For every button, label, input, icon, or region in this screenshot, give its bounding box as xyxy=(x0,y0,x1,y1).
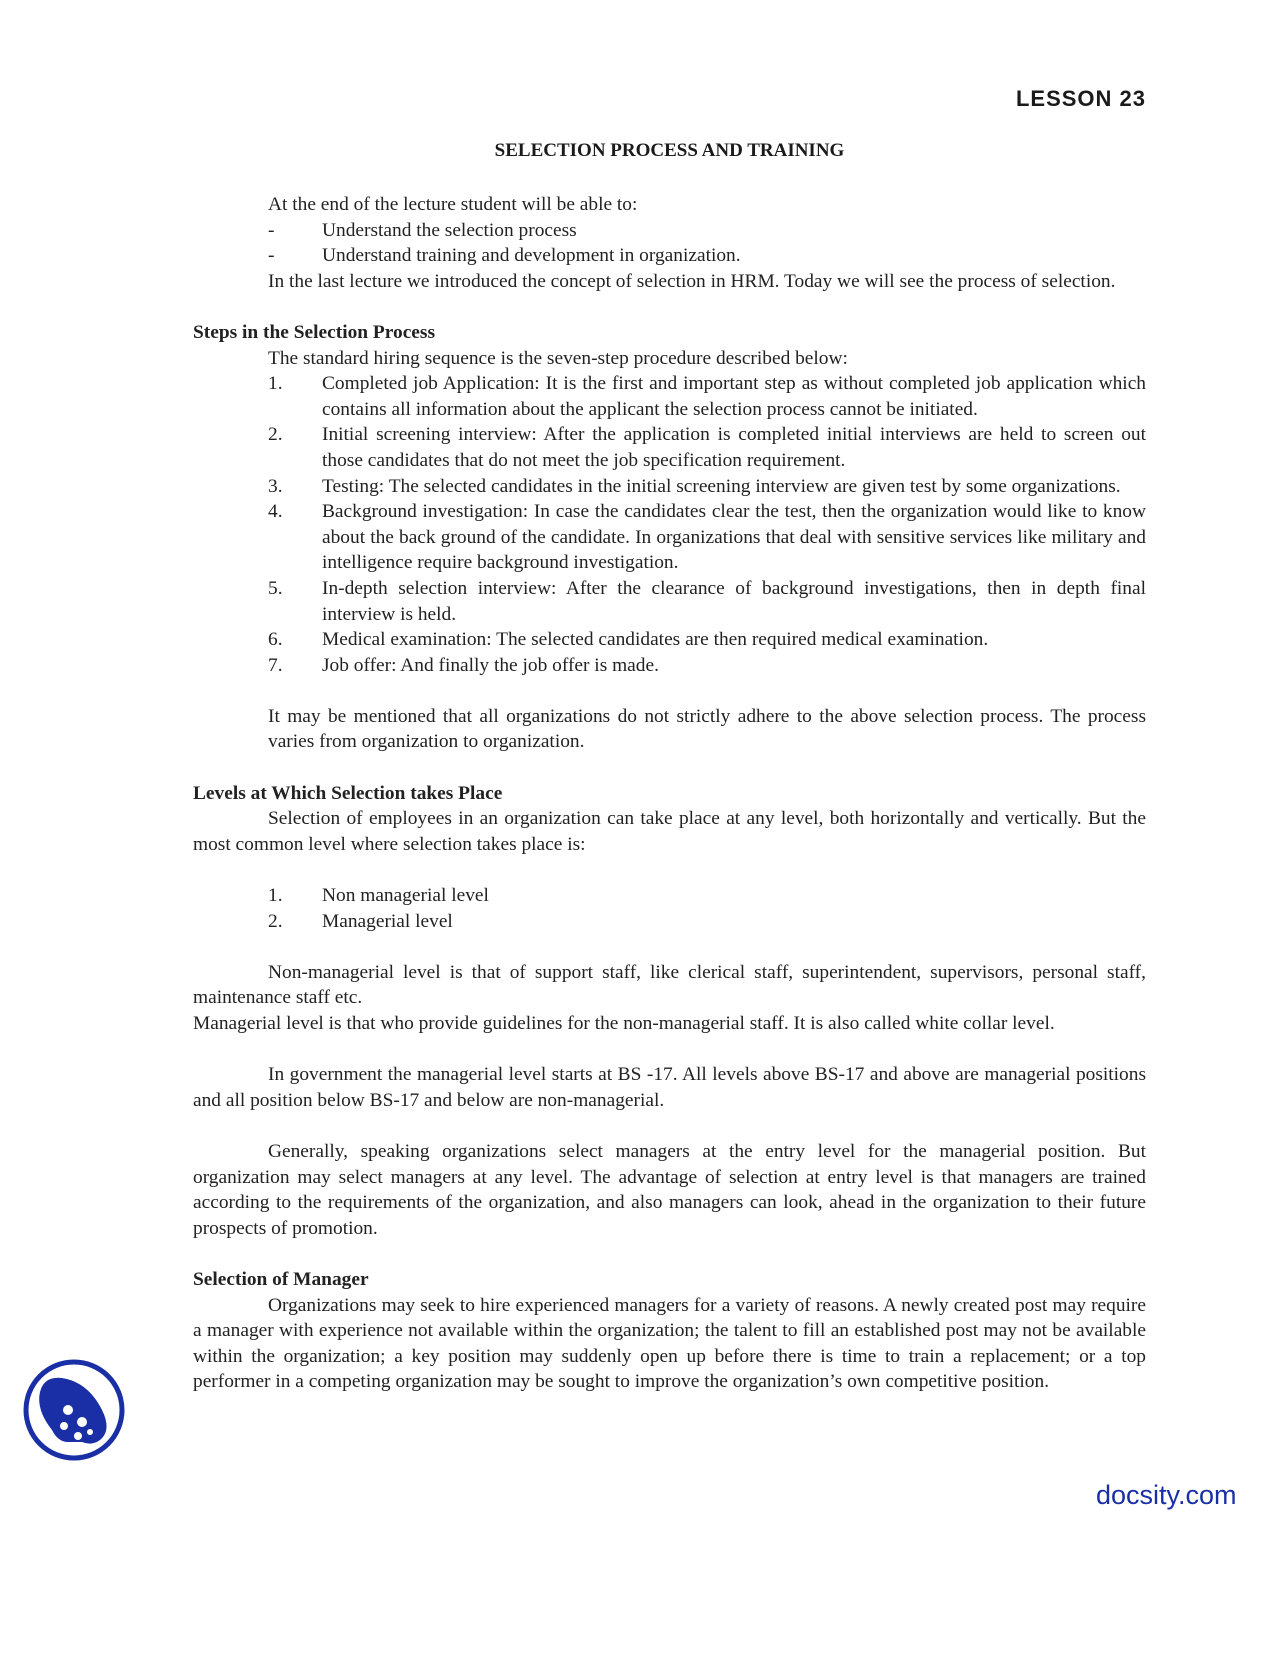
list-marker: - xyxy=(268,245,275,267)
list-item xyxy=(193,627,1146,653)
list-marker: - xyxy=(268,219,275,241)
document-body xyxy=(193,192,1146,1395)
list-marker: 4. xyxy=(268,501,283,523)
docsity-brand-link[interactable]: docsity.com xyxy=(1096,1480,1237,1510)
list-item xyxy=(193,474,1146,500)
list-marker: 1. xyxy=(268,373,283,395)
steps-closing: It may be mentioned that all organizations do not strictly adhere to the above selection process. The process varies from organization to organization. xyxy=(268,705,1146,753)
step-text: Testing: The selected candidates in the initial screening interview are given test by some organizations. xyxy=(322,475,1121,497)
non-managerial-paragraph: Non-managerial level is that of support staff, like clerical staff, superintendent, supervisors, personal staff, maintenance staff etc. xyxy=(193,961,1146,1009)
list-marker: 2. xyxy=(268,424,283,446)
list-item xyxy=(193,909,1146,935)
step-text: Job offer: And finally the job offer is made. xyxy=(322,654,659,676)
docsity-logo-icon[interactable] xyxy=(22,1358,126,1462)
manager-paragraph: Organizations may seek to hire experienced managers for a variety of reasons. A newly created post may require a manager with experience not available within the organization; the talent to fill an established post may not be available within the organization; a key position may suddenly open up before there is time to train a replacement; or a top performer in a competing organization may be sought to improve the organization’s own competitive position. xyxy=(193,1294,1146,1393)
list-item xyxy=(193,371,1146,422)
section-heading-steps: Steps in the Selection Process xyxy=(193,321,436,343)
managerial-paragraph: Managerial level is that who provide guidelines for the non-managerial staff. It is also called white collar level. xyxy=(193,1013,1055,1034)
lesson-label: LESSON 23 xyxy=(1015,86,1146,111)
intro-lead: At the end of the lecture student will be able to: xyxy=(268,194,638,215)
list-marker: 3. xyxy=(268,475,283,497)
list-item xyxy=(193,422,1146,473)
list-marker: 6. xyxy=(268,629,283,651)
objective-text: Understand training and development in organization. xyxy=(322,245,741,267)
generally-paragraph: Generally, speaking organizations select managers at the entry level for the managerial position. But organization may select managers at any level. The advantage of selection at entry level is that managers are trained according to the requirements of the organization, and also managers can look, ahead in the organization to their future prospects of promotion. xyxy=(193,1140,1146,1239)
list-item xyxy=(193,883,1146,909)
government-paragraph: In government the managerial level starts at BS -17. All levels above BS-17 and above are managerial positions and all position below BS-17 and below are non-managerial. xyxy=(193,1064,1146,1111)
list-marker: 7. xyxy=(268,654,283,676)
page-title: SELECTION PROCESS AND TRAINING xyxy=(494,140,845,161)
steps-lead: The standard hiring sequence is the seven-step procedure described below: xyxy=(268,347,848,369)
list-marker: 5. xyxy=(268,577,283,599)
objective-text: Understand the selection process xyxy=(322,219,577,241)
section-heading-manager: Selection of Manager xyxy=(193,1268,369,1290)
level-text: Non managerial level xyxy=(322,885,489,907)
intro-paragraph: In the last lecture we introduced the concept of selection in HRM. Today we will see the process of selection. xyxy=(268,270,1116,292)
list-item xyxy=(193,218,1146,244)
step-text: In-depth selection interview: After the clearance of background investigations, then in depth final interview is held. xyxy=(322,577,1146,625)
step-text: Medical examination: The selected candidates are then required medical examination. xyxy=(322,629,989,651)
step-text: Background investigation: In case the candidates clear the test, then the organization would like to know about the back ground of the candidate. In organizations that deal with sensitive services like military and intelligence require background investigation. xyxy=(322,501,1146,574)
list-marker: 1. xyxy=(268,885,283,907)
list-marker: 2. xyxy=(268,910,283,932)
list-item xyxy=(193,653,1146,679)
level-text: Managerial level xyxy=(322,910,453,932)
list-item xyxy=(193,499,1146,576)
step-text: Initial screening interview: After the application is completed initial interviews are held to screen out those candidates that do not meet the job specification requirement. xyxy=(322,424,1146,471)
list-item xyxy=(193,243,1146,269)
step-text: Completed job Application: It is the first and important step as without completed job application which contains all information about the applicant the selection process cannot be initiated. xyxy=(322,373,1146,420)
section-heading-levels: Levels at Which Selection takes Place xyxy=(193,782,503,804)
levels-paragraph: Selection of employees in an organization can take place at any level, both horizontally and vertically. But the most common level where selection takes place is: xyxy=(193,808,1146,855)
list-item xyxy=(193,576,1146,627)
